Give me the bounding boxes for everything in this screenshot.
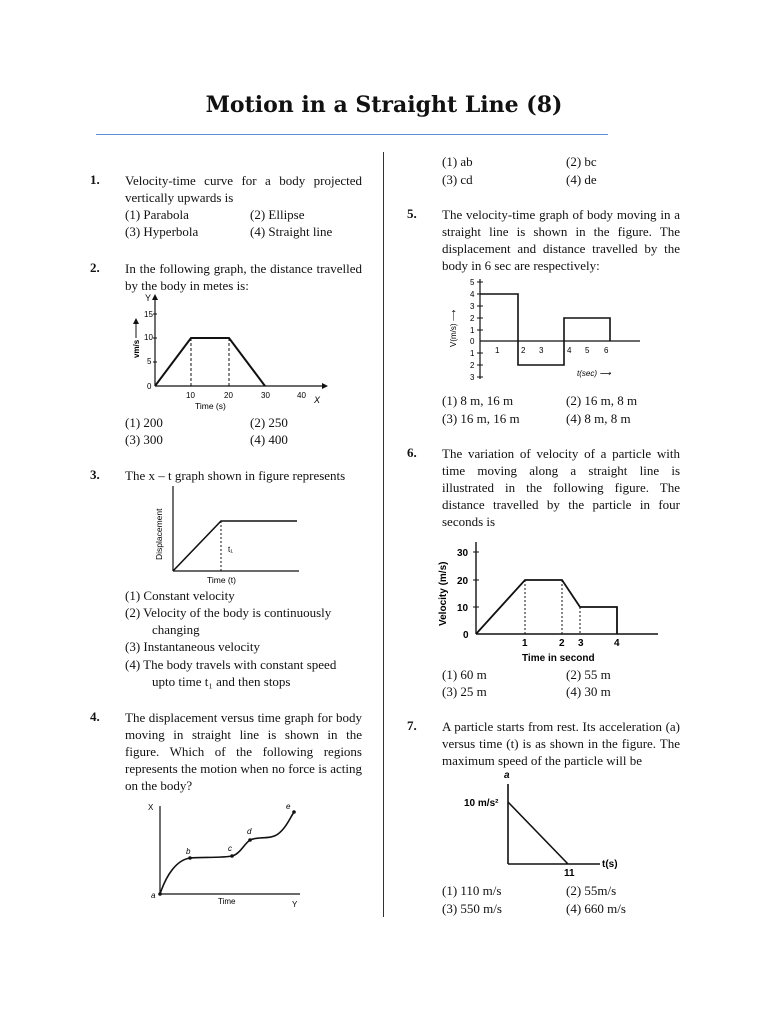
q6-option-3: (3) 25 m [442, 684, 487, 699]
q4-displacement-time-graph [140, 796, 312, 914]
q4-number: 4. [90, 709, 100, 724]
q5-number: 5. [407, 206, 417, 221]
q5-option-3: (3) 16 m, 16 m [442, 411, 520, 426]
q2-y-tick: 10 [144, 333, 153, 342]
q3-option-4-cont: upto time t₁ and then stops [152, 674, 291, 689]
q3-option-4: (4) The body travels with constant speed [125, 657, 337, 672]
q2-text: In the following graph, the distance travelled by the body in metes is: [125, 261, 362, 293]
q4-y-label: X [148, 803, 154, 812]
q2-x-tick: 10 [186, 391, 195, 400]
q1-number: 1. [90, 172, 100, 187]
q5-text: The velocity-time graph of body moving in a straight line is shown in the figure. The displacement and distance travelled by the body in 6 sec are respectively: [442, 207, 680, 273]
q2-x-tick: 20 [224, 391, 233, 400]
q5-y-label: V(m/s) ⟶ [449, 309, 458, 347]
q1-option-3: (3) Hyperbola [125, 224, 199, 239]
q6-text: The variation of velocity of a particle with time moving along a straight line is illustrated in the following figure. The distance travelled by the particle in four seconds is [442, 446, 680, 529]
q5-y-tick: 1 [470, 349, 475, 358]
q6-number: 6. [407, 445, 417, 460]
q2-y-label: vm/s [132, 339, 141, 358]
q5-option-4: (4) 8 m, 8 m [566, 411, 631, 426]
q7-option-1: (1) 110 m/s [442, 883, 502, 898]
q6-x-tick: 1 [522, 638, 528, 649]
q2-y-tick: 5 [147, 357, 152, 366]
q5-y-tick: 1 [470, 326, 475, 335]
q6-option-2: (2) 55 m [566, 667, 611, 682]
q3-number: 3. [90, 467, 100, 482]
q6-x-tick: 4 [614, 638, 620, 649]
q5-x-tick: 1 [495, 346, 500, 355]
q3-option-2-cont: changing [152, 622, 200, 637]
q4-point-c: c [228, 844, 232, 853]
column-divider [383, 152, 384, 917]
q6-x-label: Time in second [522, 653, 595, 664]
q5-x-tick: 6 [604, 346, 609, 355]
q7-y-value-label: 10 m/s² [464, 798, 499, 809]
q4-option-2: (2) bc [566, 154, 597, 169]
q6-x-tick: 3 [578, 638, 584, 649]
q2-x-tick: 30 [261, 391, 270, 400]
q5-y-tick: 2 [470, 361, 475, 370]
q5-x-tick: 4 [567, 346, 572, 355]
q3-x-label: Time (t) [207, 575, 236, 585]
q7-x-label: t(s) [602, 859, 618, 870]
q7-x-tick: 11 [564, 868, 575, 879]
q6-y-tick: 20 [457, 576, 469, 587]
q4-option-3: (3) cd [442, 172, 473, 187]
q7-y-axis-letter: a [504, 770, 510, 781]
q6-y-tick: 10 [457, 603, 469, 614]
q5-y-tick: 4 [470, 290, 475, 299]
q6-y-tick: 0 [463, 630, 469, 641]
q2-option-4: (4) 400 [250, 432, 288, 447]
q1-text: Velocity-time curve for a body projected vertically upwards is [125, 173, 362, 205]
q6-y-label: Velocity (m/s) [438, 561, 449, 626]
q5-x-label: t(sec) ⟶ [577, 369, 611, 378]
q2-x-tick: 40 [297, 391, 306, 400]
q6-y-tick: 30 [457, 548, 469, 559]
q5-y-tick: 0 [470, 337, 475, 346]
q7-option-3: (3) 550 m/s [442, 901, 502, 916]
q5-y-tick: 2 [470, 314, 475, 323]
q3-t1-marker: t₁ [228, 545, 233, 554]
q7-acceleration-time-graph [460, 768, 630, 880]
q2-velocity-time-graph [125, 292, 330, 414]
q1-option-4: (4) Straight line [250, 224, 333, 239]
q3-option-3: (3) Instantaneous velocity [125, 639, 261, 654]
q5-x-tick: 3 [539, 346, 544, 355]
q6-option-1: (1) 60 m [442, 667, 487, 682]
q5-y-tick: 3 [470, 373, 475, 382]
q4-text: The displacement versus time graph for body moving in straight line is shown in the figure. Which of the following regions represents the motion when no force is acting on the body? [125, 710, 362, 793]
q4-point-a: a [151, 891, 156, 900]
q2-option-1: (1) 200 [125, 415, 163, 430]
q5-option-1: (1) 8 m, 16 m [442, 393, 514, 408]
q4-point-e: e [286, 802, 291, 811]
q5-y-tick: 3 [470, 302, 475, 311]
q4-point-b: b [186, 847, 191, 856]
q7-option-4: (4) 660 m/s [566, 901, 626, 916]
q2-number: 2. [90, 260, 100, 275]
q5-y-tick: 5 [470, 278, 475, 287]
q2-y-tick: 0 [147, 382, 152, 391]
q2-y-tick: 15 [144, 310, 153, 319]
q2-x-axis-letter: X [314, 395, 321, 405]
q5-x-tick: 5 [585, 346, 590, 355]
q3-option-2: (2) Velocity of the body is continuously [125, 605, 332, 620]
q4-option-1: (1) ab [442, 154, 473, 169]
q7-text: A particle starts from rest. Its acceleration (a) versus time (t) is as shown in the figure. The maximum speed of the particle will be [442, 719, 680, 768]
q5-velocity-time-graph [442, 275, 642, 387]
q4-option-4: (4) de [566, 172, 597, 187]
q1-option-2: (2) Ellipse [250, 207, 305, 222]
title-underline [96, 134, 608, 135]
q3-option-1: (1) Constant velocity [125, 588, 235, 603]
q1-option-1: (1) Parabola [125, 207, 189, 222]
q4-point-d: d [247, 827, 252, 836]
page-title: Motion in a Straight Line (8) [205, 92, 563, 118]
q7-number: 7. [407, 718, 417, 733]
q6-velocity-time-graph [430, 532, 660, 666]
q3-displacement-time-graph [145, 484, 305, 586]
q2-option-3: (3) 300 [125, 432, 163, 447]
q4-x-label: Time [218, 897, 236, 906]
q3-text: The x – t graph shown in figure represents [125, 468, 346, 483]
q2-y-axis-letter: Y [145, 293, 152, 303]
q5-x-tick: 2 [521, 346, 526, 355]
q4-x-axis-letter: Y [292, 900, 298, 909]
q2-x-label: Time (s) [195, 401, 226, 411]
q3-y-label: Displacement [154, 508, 164, 560]
q5-option-2: (2) 16 m, 8 m [566, 393, 638, 408]
q7-option-2: (2) 55m/s [566, 883, 617, 898]
q2-option-2: (2) 250 [250, 415, 288, 430]
q6-x-tick: 2 [559, 638, 565, 649]
q6-option-4: (4) 30 m [566, 684, 611, 699]
